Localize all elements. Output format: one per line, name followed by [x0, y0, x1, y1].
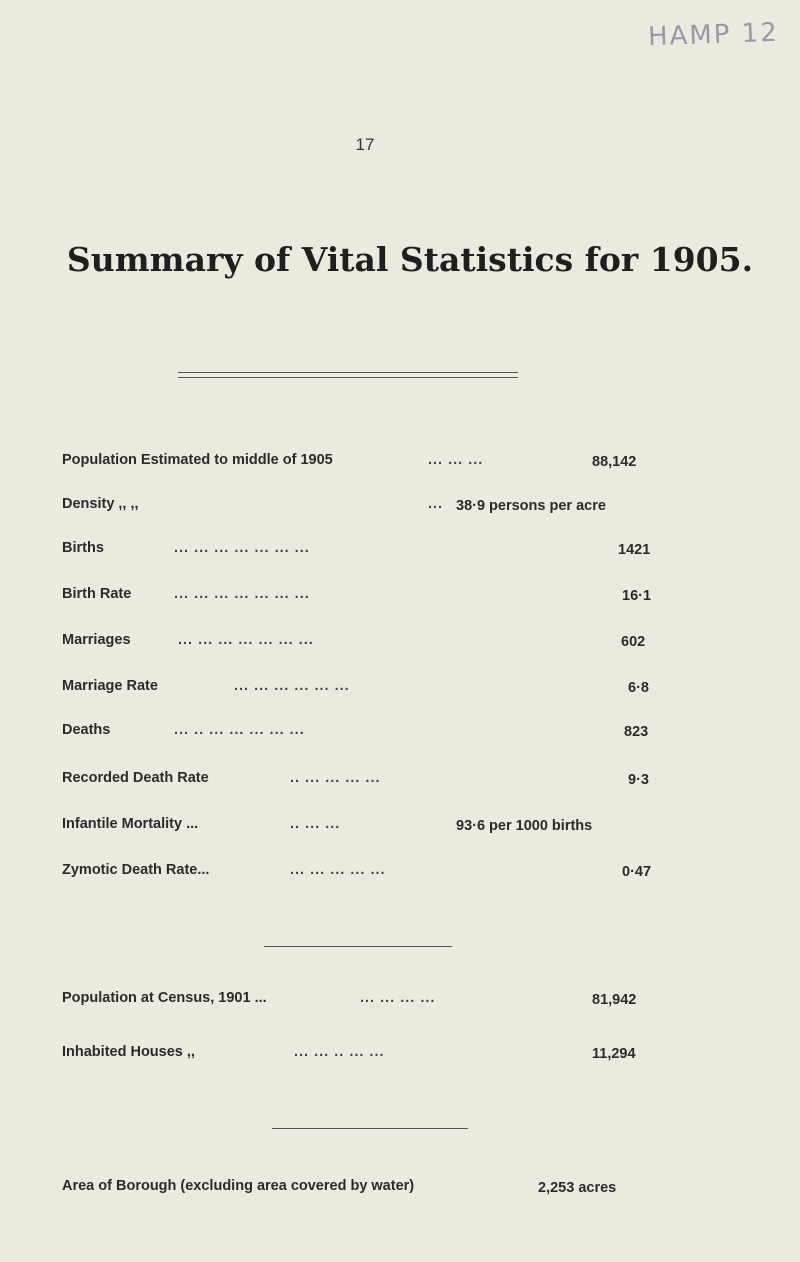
handwritten-archive-note: HAMP 12 [647, 17, 780, 53]
census-row-inhabited-houses [62, 1044, 682, 1066]
stat-value: 1421 [618, 542, 651, 558]
area-value: 2,253 acres [538, 1180, 617, 1196]
stat-row-deaths [62, 722, 682, 744]
stat-label: Marriages [62, 632, 131, 648]
leader-dots: ... ... ... [428, 452, 484, 468]
census-label: Population at Census, 1901 ... [62, 990, 267, 1006]
stat-row-zymotic-death-rate [62, 862, 682, 884]
stat-row-infantile-mortality [62, 816, 682, 838]
census-label: Inhabited Houses ,, [62, 1044, 195, 1060]
section-divider [264, 946, 452, 947]
census-row-population [62, 990, 682, 1012]
area-label: Area of Borough (excluding area covered by water) [62, 1178, 415, 1194]
stat-row-recorded-death-rate [62, 770, 682, 792]
leader-dots: ... ... ... ... [360, 990, 436, 1006]
stat-row-births [62, 540, 682, 562]
leader-dots: ... ... ... ... ... ... ... [174, 540, 310, 556]
census-value: 81,942 [592, 992, 637, 1008]
area-row [62, 1178, 682, 1200]
page-title: Summary of Vital Statistics for 1905. [66, 240, 754, 279]
stat-value: 88,142 [592, 454, 637, 470]
stat-label: Births [62, 540, 104, 556]
leader-dots: ... .. ... ... ... ... ... [174, 722, 305, 738]
section-divider [272, 1128, 468, 1129]
leader-dots: ... ... ... ... ... ... ... [178, 632, 314, 648]
stat-value: 0·47 [622, 864, 652, 880]
stat-label: Recorded Death Rate [62, 770, 209, 786]
stat-label: Population Estimated to middle of 1905 [62, 452, 333, 468]
stat-label: Marriage Rate [62, 678, 158, 694]
stat-value: 16·1 [622, 588, 652, 604]
census-value: 11,294 [592, 1046, 636, 1062]
stat-row-population-estimate [62, 452, 682, 474]
stat-row-marriage-rate [62, 678, 682, 700]
stat-label: Birth Rate [62, 586, 132, 602]
leader-dots: ... ... ... ... ... ... [234, 678, 350, 694]
stat-value: 602 [621, 634, 646, 650]
title-divider [178, 372, 518, 378]
stat-label: Zymotic Death Rate... [62, 862, 210, 878]
leader-dots: .. ... ... [290, 816, 341, 832]
stat-row-marriages [62, 632, 682, 654]
stat-value: 93·6 per 1000 births [456, 818, 593, 834]
stat-label: Deaths [62, 722, 111, 738]
stat-value: 9·3 [628, 772, 649, 788]
leader-dots: ... [428, 496, 444, 512]
stat-value: 6·8 [628, 680, 649, 696]
leader-dots: ... ... ... ... ... ... ... [174, 586, 310, 602]
stat-row-birth-rate [62, 586, 682, 608]
stat-value: 823 [624, 724, 649, 740]
leader-dots: .. ... ... ... ... [290, 770, 381, 786]
stat-label: Infantile Mortality ... [62, 816, 199, 832]
stat-label: Density ,, ,, [62, 496, 139, 512]
leader-dots: ... ... ... ... ... [290, 862, 386, 878]
page-number: 17 [355, 135, 375, 154]
stat-row-density [62, 496, 682, 518]
stat-value: 38·9 persons per acre [456, 498, 606, 514]
leader-dots: ... ... .. ... ... [294, 1044, 385, 1060]
